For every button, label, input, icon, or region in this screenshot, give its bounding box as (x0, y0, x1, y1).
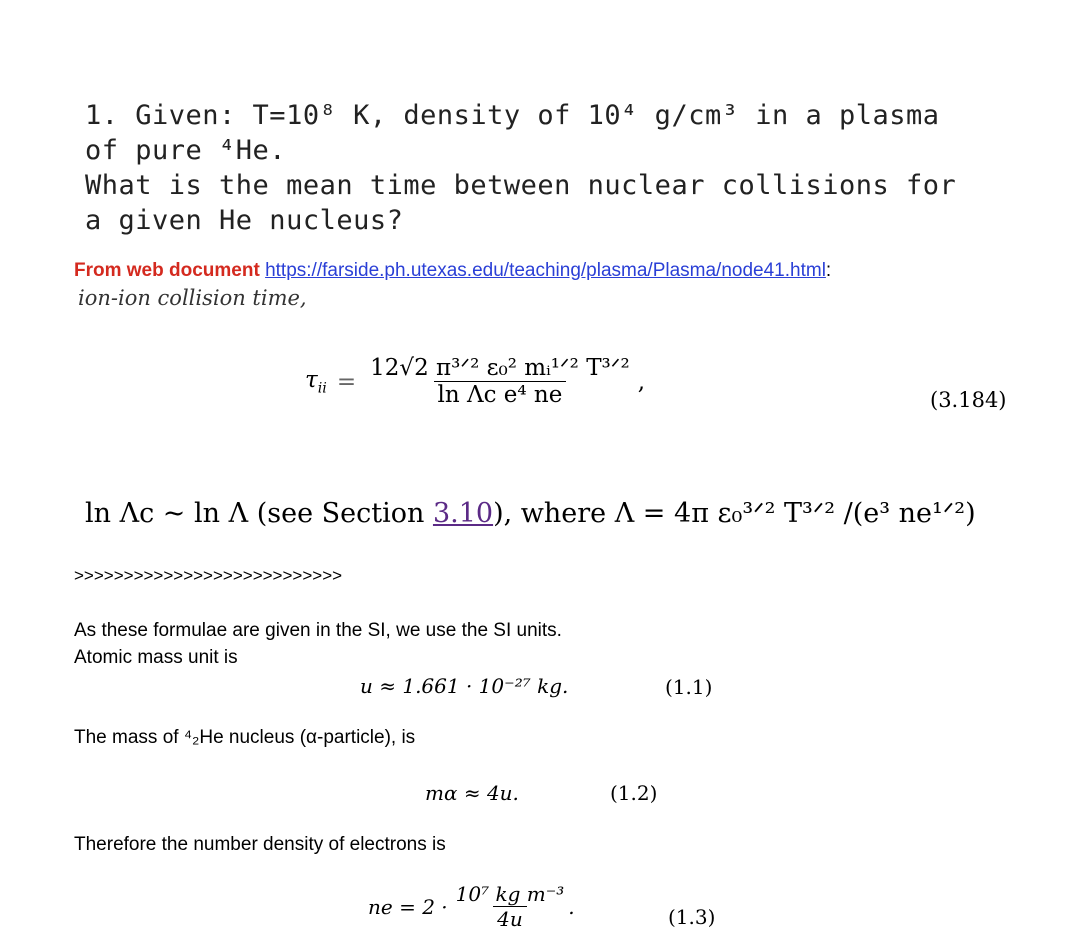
equals-sign: = (336, 368, 357, 395)
equation-1-3-fraction (452, 882, 569, 931)
equation-fraction (366, 355, 634, 408)
problem-line-1: 1. Given: T=10⁸ K, density of 10⁴ g/cm³ in a plasma (85, 100, 940, 131)
equation-number-3184: (3.184) (930, 388, 1007, 412)
solution-para-2: Atomic mass unit is (74, 647, 238, 668)
equation-number-1-1: (1.1) (665, 675, 713, 699)
source-link[interactable]: https://farside.ph.utexas.edu/teaching/plasma/Plasma/node41.html (265, 260, 826, 281)
equation-1-3-lhs: ne = 2 · (368, 894, 448, 919)
solution-para-1: As these formulae are given in the SI, we use the SI units. (74, 620, 562, 641)
equation-1-3-numerator: 10⁷ kg m⁻³ (455, 882, 565, 906)
equation-1-1: u ≈ 1.661 · 10⁻²⁷ kg. (360, 674, 569, 698)
problem-line-4: a given He nucleus? (85, 205, 404, 236)
equation-number-1-3: (1.3) (668, 905, 716, 929)
equation-1-3-denominator: 4u (493, 906, 527, 931)
source-line (74, 260, 831, 282)
equation-1-3-end: . (568, 894, 575, 919)
equation-denominator: ln Λc e⁴ ne (434, 381, 567, 408)
source-prefix: From web document (74, 260, 260, 281)
equation-1-3 (368, 882, 575, 931)
problem-line-2: of pure ⁴He. (85, 135, 287, 166)
equation-number-1-2: (1.2) (610, 781, 658, 805)
lambda-text-1: ln Λc ~ ln Λ (see Section (85, 498, 433, 529)
equation-numerator: 12√2 π³ᐟ² ε₀² mᵢ¹ᐟ² T³ᐟ² (370, 355, 630, 381)
source-caption: ion-ion collision time, (78, 286, 307, 310)
equation-comma: , (637, 368, 646, 395)
solution-para-4: Therefore the number density of electrons is (74, 834, 446, 855)
section-link[interactable]: 3.10 (432, 498, 494, 529)
problem-line-3: What is the mean time between nuclear collisions for (85, 170, 957, 201)
separator: >>>>>>>>>>>>>>>>>>>>>>>>>>> (74, 566, 343, 585)
lambda-line (85, 498, 976, 529)
tau-symbol: $\tau_{ii}$ (305, 366, 327, 397)
lambda-text-2: ), where Λ = 4π ε₀³ᐟ² T³ᐟ² /(e³ ne¹ᐟ²) (493, 498, 976, 529)
source-suffix: : (825, 260, 832, 281)
equation-1-2: mα ≈ 4u. (425, 781, 519, 805)
equation-3184 (305, 355, 645, 408)
solution-para-3: The mass of ⁴₂He nucleus (α-particle), is (74, 727, 416, 748)
